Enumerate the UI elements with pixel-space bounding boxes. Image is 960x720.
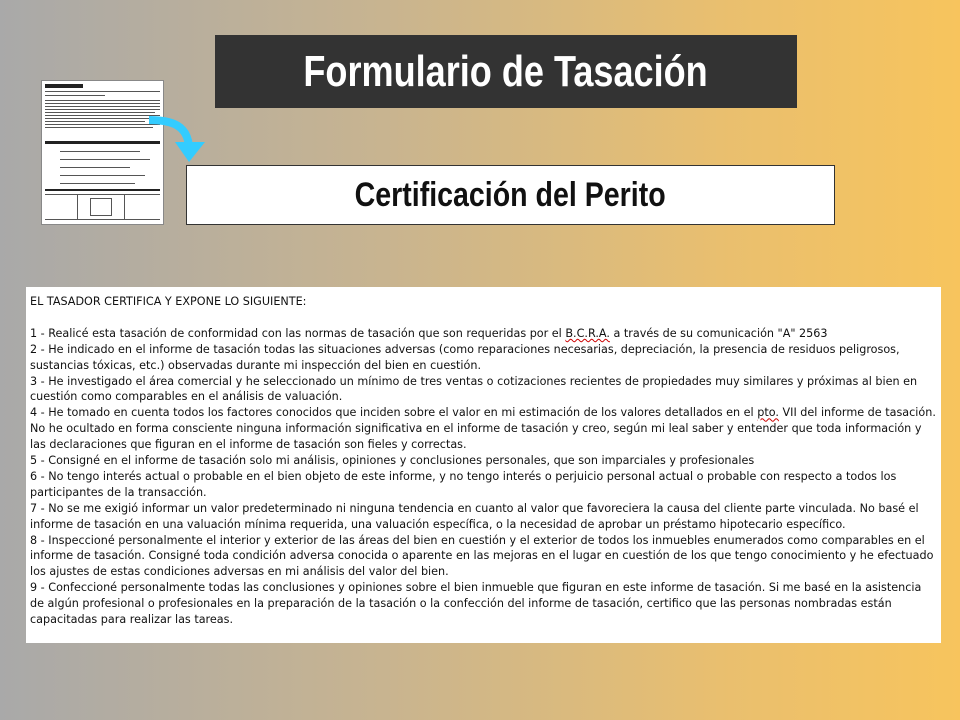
certification-item-3: 3 - He investigado el área comercial y he seleccionado un mínimo de tres ventas o cotizaciones recientes de propiedades muy similares y próximas al bien en cuestión como comparables en el análisis de valuación. [30, 374, 918, 404]
certification-item-4: 4 - He tomado en cuenta todos los factores conocidos que inciden sobre el valor en mi estimación de los valores detallados en el pto. VII del informe de tasación. No he ocultado en forma consciente ninguna información significativa en el informe de tasación y creo, según mi leal saber y entender que toda información y las declaraciones que figuran en el informe de tasación son fieles y correctas. [30, 406, 936, 452]
document-heading: EL TASADOR CERTIFICA Y EXPONE LO SIGUIENTE: [30, 295, 307, 308]
certification-item-6: 6 - No tengo interés actual o probable en el bien objeto de este informe, y no tengo interés o perjuicio personal actual o probable con respecto a todos los participantes de la transacción. [30, 469, 897, 499]
certification-item-8: 8 - Inspeccioné personalmente el interior y exterior de las áreas del bien en cuestión y el exterior de todos los inmuebles enumerados como comparables en el informe de tasación. Consigné toda condición adversa conocida o aparente en las mejoras en el lugar en cuestión de los que tengo conocimiento y he efectuado los ajustes de estas condiciones adversas en mi análisis del valor del bien. [30, 533, 934, 579]
certification-item-1: 1 - Realicé esta tasación de conformidad con las normas de tasación que son requeridas por el B.C.R.A. a través de su comunicación "A" 2563 [30, 326, 828, 340]
title-bar [215, 35, 797, 108]
certification-document [26, 287, 941, 643]
slide-subtitle: Certificación del Perito [354, 175, 667, 214]
certification-item-5: 5 - Consigné en el informe de tasación solo mi análisis, opiniones y conclusiones personales, que son imparciales y profesionales [30, 454, 755, 468]
certification-item-2: 2 - He indicado en el informe de tasación todas las situaciones adversas (como reparaciones necesarias, depreciación, la presencia de residuos peligrosos, sustancias tóxicas, etc.) observadas durante mi inspección del bien en cuestión. [30, 342, 900, 372]
certification-item-9: 9 - Confeccioné personalmente todas las conclusiones y opiniones sobre el bien inmueble que figuran en este informe de tasación. Si me basé en la asistencia de algún profesional o profesionales en la preparación de la tasación o la confección del informe de tasación, certifico que las personas nombradas están capacitadas para realizar las tareas. [30, 581, 922, 627]
slide-title: Formulario de Tasación [303, 46, 709, 96]
curved-arrow-icon [145, 112, 215, 172]
certification-item-7: 7 - No se me exigió informar un valor predeterminado ni ninguna tendencia en cuanto al valor que favoreciera la causa del cliente parte vinculada. No basé el informe de tasación en una valuación mínima requerida, una valuación específica, o la necesidad de aprobar un préstamo hipotecario específico. [30, 501, 919, 531]
subtitle-box [186, 165, 835, 225]
